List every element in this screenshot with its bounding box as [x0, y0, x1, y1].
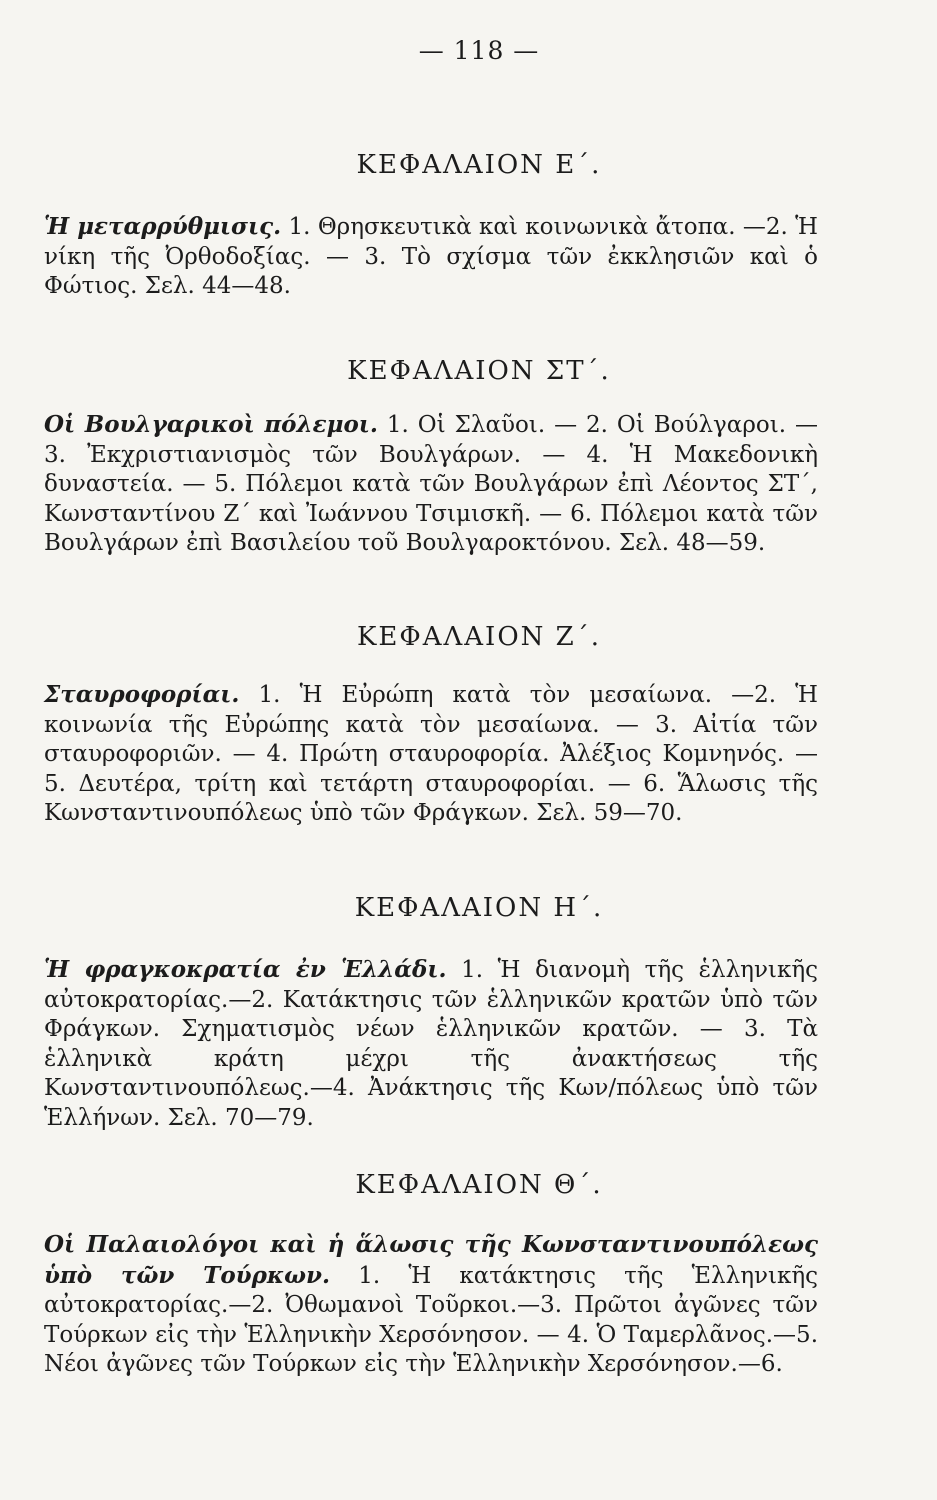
chapter-title-th: ΚΕΦΑΛΑΙΟΝ Θ΄.	[355, 1170, 603, 1200]
chapter-summary-z	[44, 680, 818, 829]
entry-heading: Ἡ μεταρρύθμισις.	[44, 213, 282, 240]
entry-heading: Οἱ Παλαιολόγοι καὶ ἡ ἅλωσις τῆς Κωνσταντινουπόλεως ὑπὸ τῶν Τούρκων.	[44, 1231, 818, 1289]
chapter-summary-i	[44, 955, 818, 1133]
chapter-title-i: ΚΕΦΑΛΑΙΟΝ Η΄.	[354, 893, 604, 923]
entry-text: 1. Ἡ κατάκτησις τῆς Ἑλληνικῆς αὐτοκρατορίας.—2. Ὀθωμανοὶ Τοῦρκοι.—3. Πρῶτοι ἀγῶνες τῶν Τούρκων εἰς τὴν Ἑλληνικὴν Χερσόνησον. — 4. Ὁ Ταμερλᾶνος.—5. Νέοι ἀγῶνες τῶν Τούρκων εἰς τὴν Ἑλληνικὴν Χερσόνησον.—6.	[44, 1262, 819, 1377]
chapter-title-e: ΚΕΦΑΛΑΙΟΝ Ε΄.	[356, 150, 602, 180]
chapter-title-st: ΚΕΦΑΛΑΙΟΝ ΣΤ΄.	[347, 356, 611, 386]
entry-heading: Ἡ φραγκοκρατία ἐν Ἑλλάδι.	[44, 956, 447, 983]
chapter-title-z: ΚΕΦΑΛΑΙΟΝ Ζ΄.	[357, 622, 601, 652]
entry-heading: Σταυροφορίαι.	[44, 681, 240, 708]
page-number: — 118 —	[418, 36, 540, 65]
chapter-summary-e	[44, 212, 818, 302]
entry-text: 1. Οἱ Σλαῦοι. — 2. Οἱ Βούλγαροι. — 3. Ἐκχριστιανισμὸς τῶν Βουλγάρων. — 4. Ἡ Μακεδονικὴ δυναστεία. — 5. Πόλεμοι κατὰ τῶν Βουλγάρων ἐπὶ Λέοντος ΣΤ΄, Κωνσταντίνου Ζ΄ καὶ Ἰωάννου Τσιμισκῆ. — 6. Πόλεμοι κατὰ τῶν Βουλγάρων ἐπὶ Βασιλείου τοῦ Βουλγαροκτόνου. Σελ. 48—59.	[44, 412, 818, 556]
chapter-summary-st	[44, 410, 818, 559]
chapter-summary-th	[44, 1230, 818, 1380]
entry-text: 1. Ἡ διανομὴ τῆς ἑλληνικῆς αὐτοκρατορίας.—2. Κατάκτησις τῶν ἑλληνικῶν κρατῶν ὑπὸ τῶν Φράγκων. Σχηματισμὸς νέων ἑλληνικῶν κρατῶν. — 3. Τὰ ἑλληνικὰ κράτη μέχρι τῆς ἀνακτήσεως τῆς Κωνσταντινουπόλεως.—4. Ἀνάκτησις τῆς Κων/πόλεως ὑπὸ τῶν Ἑλλήνων. Σελ. 70—79.	[44, 957, 818, 1131]
entry-heading: Οἱ Βουλγαρικοὶ πόλεμοι.	[44, 411, 378, 438]
entry-text: 1. Θρησκευτικὰ καὶ κοινωνικὰ ἄτοπα. —2. Ἡ νίκη τῆς Ὀρθοδοξίας. — 3. Τὸ σχίσμα τῶν ἐκκλησιῶν καὶ ὁ Φώτιος. Σελ. 44—48.	[44, 214, 818, 299]
entry-text: 1. Ἡ Εὐρώπη κατὰ τὸν μεσαίωνα. —2. Ἡ κοινωνία τῆς Εὐρώπης κατὰ τὸν μεσαίωνα. — 3. Αἰτία τῶν σταυροφοριῶν. — 4. Πρώτη σταυροφορία. Ἀλέξιος Κομνηνός. — 5. Δευτέρα, τρίτη καὶ τετάρτη σταυροφορίαι. — 6. Ἅλωσις τῆς Κωνσταντινουπόλεως ὑπὸ τῶν Φράγκων. Σελ. 59—70.	[44, 682, 818, 826]
